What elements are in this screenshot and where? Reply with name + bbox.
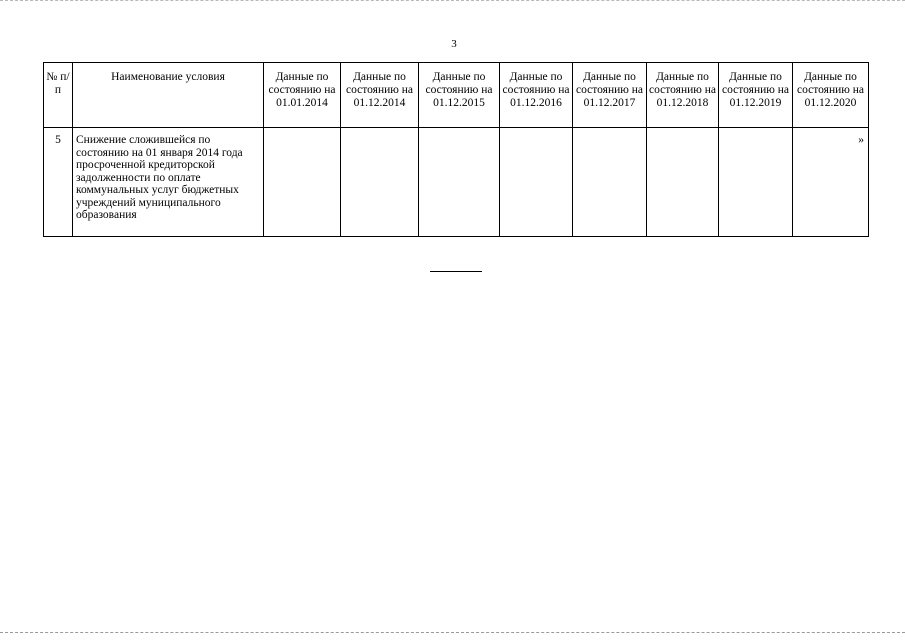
header-date-2020-12: Данные по состоянию на 01.12.2020: [793, 63, 869, 128]
header-date-2014-12: Данные по состоянию на 01.12.2014: [341, 63, 419, 128]
data-table: [43, 62, 869, 237]
value-cell-2018-12: [647, 128, 719, 237]
value-cell-2019-12: [719, 128, 793, 237]
value-cell-2017-12: [573, 128, 647, 237]
header-date-2014-01: Данные по состоянию на 01.01.2014: [264, 63, 341, 128]
page-number: 3: [451, 38, 457, 50]
value-cell-2015-12: [419, 128, 500, 237]
header-date-2019-12: Данные по состоянию на 01.12.2019: [719, 63, 793, 128]
header-date-2015-12: Данные по состоянию на 01.12.2015: [419, 63, 500, 128]
header-date-2016-12: Данные по состоянию на 01.12.2016: [500, 63, 573, 128]
row-condition: Снижение сложившейся по состоянию на 01 января 2014 года просроченной кредиторской задолженности по оплате коммунальных услуг бюджетных учреждений муниципального образования: [73, 128, 264, 237]
header-condition-name: Наименование условия: [73, 63, 264, 128]
header-date-2017-12: Данные по состоянию на 01.12.2017: [573, 63, 647, 128]
value-cell-2016-12: [500, 128, 573, 237]
closing-quote-mark: »: [793, 128, 869, 237]
end-rule: [430, 271, 482, 272]
value-cell-2014-01: [264, 128, 341, 237]
table-header-row: [44, 63, 869, 128]
scan-edge-bottom: [0, 632, 905, 635]
header-number: № п/п: [44, 63, 73, 128]
scan-edge-top: [0, 0, 905, 6]
row-number: 5: [44, 128, 73, 237]
value-cell-2014-12: [341, 128, 419, 237]
header-date-2018-12: Данные по состоянию на 01.12.2018: [647, 63, 719, 128]
table-row: [44, 128, 869, 237]
